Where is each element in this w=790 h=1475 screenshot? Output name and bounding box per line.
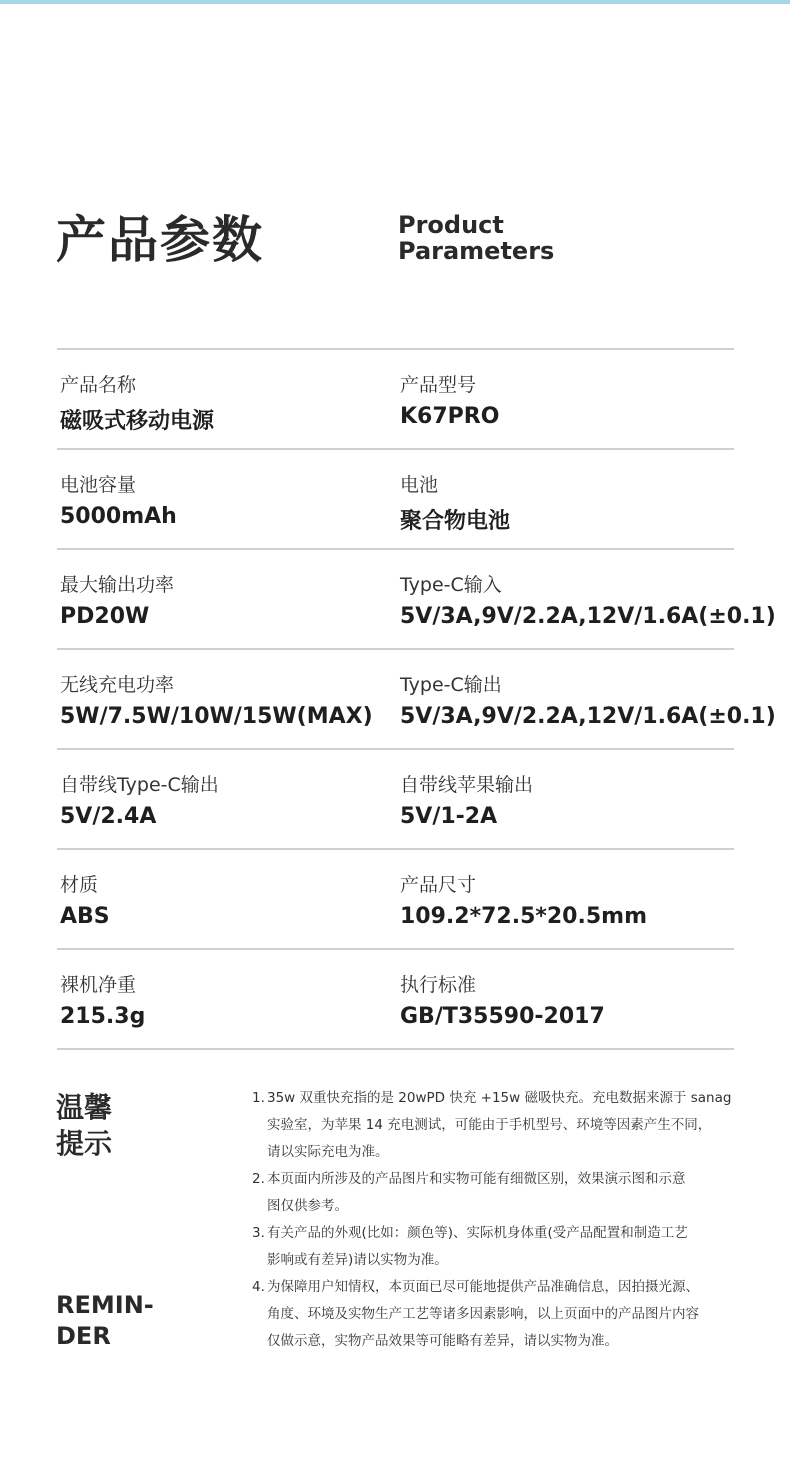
param-value: K67PRO <box>400 404 500 429</box>
top-accent-line <box>0 0 790 4</box>
param-value: PD20W <box>60 604 150 629</box>
page-title-en-line2: Parameters <box>398 237 555 265</box>
param-value: 5V/1-2A <box>400 804 498 829</box>
note-line: 图仅供参考。 <box>267 1198 348 1214</box>
param-label: 电池 <box>400 474 439 496</box>
param-value: ABS <box>60 904 110 929</box>
param-value: 磁吸式移动电源 <box>60 409 215 434</box>
param-label: 最大输出功率 <box>60 574 175 596</box>
reminder-notes <box>252 1085 742 1355</box>
reminder-note <box>252 1085 742 1166</box>
param-label: 无线充电功率 <box>60 674 175 696</box>
note-number: 4. <box>252 1279 265 1295</box>
reminder-title-en <box>56 1290 154 1352</box>
note-line: 请以实际充电为准。 <box>267 1144 389 1160</box>
param-value: 5V/2.4A <box>60 804 157 829</box>
reminder-title <box>56 1090 112 1162</box>
page-title-en-line1: Product <box>398 211 504 239</box>
param-label: Type-C输入 <box>400 574 502 596</box>
note-line: 影响或有差异)请以实物为准。 <box>267 1252 448 1268</box>
param-value: GB/T35590-2017 <box>400 1004 605 1029</box>
note-number: 1. <box>252 1090 265 1106</box>
param-label: 产品尺寸 <box>400 874 477 896</box>
reminder-note <box>252 1220 742 1274</box>
note-line: 为保障用户知情权，本页面已尽可能地提供产品准确信息，因拍摄光源、 <box>267 1279 699 1295</box>
reminder-note <box>252 1274 742 1355</box>
param-row <box>57 348 734 448</box>
param-row <box>57 748 734 848</box>
reminder-title-line2: 提示 <box>56 1127 113 1160</box>
param-value: 215.3g <box>60 1004 146 1029</box>
param-row <box>57 948 734 1050</box>
param-value: 5000mAh <box>60 504 177 529</box>
page-title: 产品参数 <box>56 211 264 269</box>
param-value: 5W/7.5W/10W/15W(MAX) <box>60 704 373 729</box>
note-line: 有关产品的外观(比如：颜色等)、实际机身体重(受产品配置和制造工艺 <box>267 1225 688 1241</box>
param-value: 109.2*72.5*20.5mm <box>400 904 648 929</box>
param-label: 自带线苹果输出 <box>400 774 534 796</box>
param-value: 聚合物电池 <box>400 509 511 534</box>
param-label: 自带线Type-C输出 <box>60 774 219 796</box>
parameters-table <box>57 348 776 1050</box>
param-label: Type-C输出 <box>400 674 502 696</box>
reminder-title-en-line2: DER <box>56 1322 111 1350</box>
note-number: 3. <box>252 1225 265 1241</box>
param-label: 材质 <box>60 874 99 896</box>
reminder-note <box>252 1166 742 1220</box>
param-label: 电池容量 <box>60 474 137 496</box>
note-line: 角度、环境及实物生产工艺等诸多因素影响，以上页面中的产品图片内容 <box>267 1306 699 1322</box>
page-title-en <box>398 212 554 264</box>
param-row <box>57 548 776 648</box>
param-row <box>57 648 776 748</box>
note-line: 35w 双重快充指的是 20wPD 快充 +15w 磁吸快充。充电数据来源于 sanag <box>267 1090 732 1106</box>
note-number: 2. <box>252 1171 265 1187</box>
reminder-title-line1: 温馨 <box>56 1091 113 1124</box>
note-line: 仅做示意，实物产品效果等可能略有差异，请以实物为准。 <box>267 1333 618 1349</box>
param-label: 产品名称 <box>60 374 137 396</box>
note-line: 本页面内所涉及的产品图片和实物可能有细微区别，效果演示图和示意 <box>267 1171 686 1187</box>
param-value: 5V/3A,9V/2.2A,12V/1.6A(±0.1) <box>400 604 776 629</box>
param-row <box>57 848 734 948</box>
param-label: 产品型号 <box>400 374 477 396</box>
param-row <box>57 448 734 548</box>
param-value: 5V/3A,9V/2.2A,12V/1.6A(±0.1) <box>400 704 776 729</box>
param-label: 执行标准 <box>400 974 477 996</box>
param-label: 裸机净重 <box>60 974 137 996</box>
reminder-title-en-line1: REMIN- <box>56 1291 154 1319</box>
note-line: 实验室，为苹果 14 充电测试，可能由于手机型号、环境等因素产生不同， <box>267 1117 712 1133</box>
